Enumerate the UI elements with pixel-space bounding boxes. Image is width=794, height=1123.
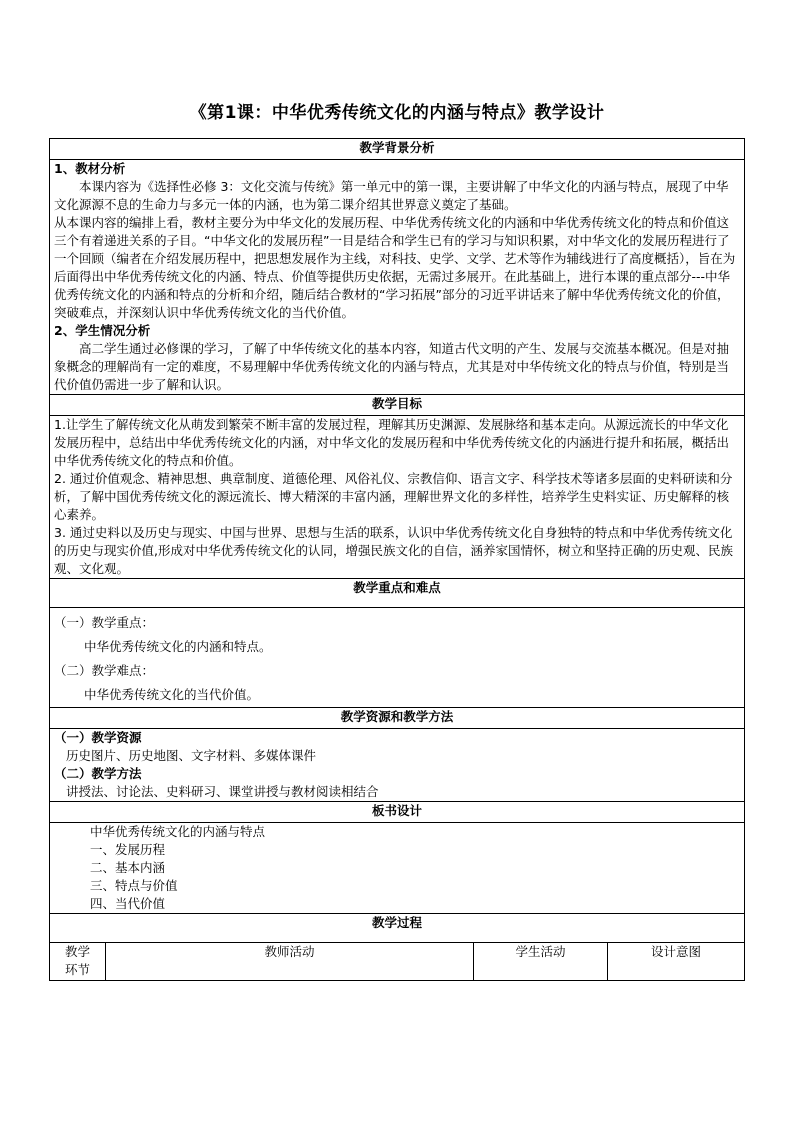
resources-text: 历史图片、历史地图、文字材料、多媒体课件 <box>66 748 317 763</box>
process-col-student: 学生活动 <box>474 943 608 981</box>
key-points-content-row <box>50 608 745 708</box>
background-heading-row <box>50 139 745 160</box>
key-points-heading-row <box>50 579 745 608</box>
board-line: 中华优秀传统文化的内涵与特点 <box>90 824 266 839</box>
board-line: 四、当代价值 <box>90 896 166 911</box>
board-content <box>50 823 745 914</box>
goals-heading-row <box>50 395 745 416</box>
board-line: 二、基本内涵 <box>90 860 166 875</box>
material-analysis-title: 1、教材分析 <box>54 161 126 176</box>
board-line: 三、特点与价值 <box>90 878 178 893</box>
key-point-text: 中华优秀传统文化的内涵和特点。 <box>84 639 272 654</box>
difficult-point-text: 中华优秀传统文化的当代价值。 <box>84 687 260 702</box>
material-analysis-paragraph-2: 从本课内容的编排上看，教材主要分为中华文化的发展历程、中华优秀传统文化的内涵和中华优秀传统文化的特点和价值这三个有着递进关系的子目。“中华文化的发展历程”一目是结合和学生已有的学习与知识积累，对中华文化的发展历程进行了一个回顾（编者在介绍发展历程中，把思想发展作为主线，对科技、史学、文学、艺术等作为辅线进行了高度概括），旨在为后面得出中华优秀传统文化的内涵、特点、价值等提供历史依据，无需过多展开。在此基础上，进行本课的重点部分---中华优秀传统文化的内涵和特点的分析和介绍，随后结合教材的“学习拓展”部分的习近平讲话来了解中华优秀传统文化的价值，突破难点，并深刻认识中华优秀传统文化的当代价值。 <box>54 215 736 320</box>
goals-content <box>50 416 745 579</box>
material-analysis-paragraph-1: 本课内容为《选择性必修 3：文化交流与传统》第一单元中的第一课，主要讲解了中华文化的内涵与特点，展现了中华文化源源不息的生命力与多元一体的内涵，也为第二课介绍其世界意义奠定了基础。 <box>54 179 729 212</box>
process-col-teacher: 教师活动 <box>106 943 474 981</box>
goal-2: 2. 通过价值观念、精神思想、典章制度、道德伦理、风俗礼仪、宗教信仰、语言文字、科学技术等诸多层面的史料研读和分析，了解中国优秀传统文化的源远流长、博大精深的丰富内涵，理解世界文化的多样性，培养学生史料实证、历史解释的核心素养。 <box>54 471 733 522</box>
process-col-intent: 设计意图 <box>608 943 745 981</box>
goals-heading: 教学目标 <box>50 395 745 416</box>
key-point-title: （一）教学重点： <box>54 615 155 630</box>
student-analysis-paragraph: 高二学生通过必修课的学习，了解了中华传统文化的基本内容，知道古代文明的产生、发展与交流基本概况。但是对抽象概念的理解尚有一定的难度，不易理解中华优秀传统文化的内涵与特点，尤其是对中华传统文化的特点与价值，特别是当代价值仍需进一步了解和认识。 <box>54 341 730 392</box>
goal-1: 1.让学生了解传统文化从萌发到繁荣不断丰富的发展过程，理解其历史渊源、发展脉络和基本走向。从源远流长的中华文化发展历程中，总结出中华优秀传统文化的内涵，对中华文化的发展历程和中华优秀传统文化的内涵进行提升和拓展，概括出中华优秀传统文化的特点和价值。 <box>54 417 730 468</box>
resources-heading-row <box>50 708 745 729</box>
background-content-row <box>50 160 745 395</box>
goals-content-row <box>50 416 745 579</box>
board-heading-row <box>50 802 745 823</box>
board-heading: 板书设计 <box>50 802 745 823</box>
process-heading: 教学过程 <box>50 914 745 943</box>
resources-content <box>50 729 745 802</box>
process-columns-row <box>50 943 745 981</box>
resources-heading: 教学资源和教学方法 <box>50 708 745 729</box>
lesson-plan-table <box>49 138 745 981</box>
methods-text: 讲授法、讨论法、史料研习、课堂讲授与教材阅读相结合 <box>66 784 379 799</box>
resources-title: （一）教学资源 <box>54 730 142 745</box>
student-analysis-title: 2、学生情况分析 <box>54 323 151 338</box>
background-content <box>50 160 745 395</box>
resources-content-row <box>50 729 745 802</box>
methods-title: （二）教学方法 <box>54 766 142 781</box>
background-heading: 教学背景分析 <box>50 139 745 160</box>
goal-3: 3. 通过史料以及历史与现实、中国与世界、思想与生活的联系，认识中华优秀传统文化自身独特的特点和中华优秀传统文化的历史与现实价值,形成对中华优秀传统文化的认同，增强民族文化的自信，涵养家国情怀，树立和坚持正确的历史观、民族观、文化观。 <box>54 525 733 576</box>
key-points-heading: 教学重点和难点 <box>50 579 745 608</box>
process-heading-row <box>50 914 745 943</box>
board-content-row <box>50 823 745 914</box>
difficult-point-title: （二）教学难点： <box>54 663 155 678</box>
key-points-content <box>50 608 745 708</box>
board-line: 一、发展历程 <box>90 842 166 857</box>
document-title: 《第1课：中华优秀传统文化的内涵与特点》教学设计 <box>189 103 605 123</box>
process-col-stage: 教学环节 <box>50 943 106 981</box>
